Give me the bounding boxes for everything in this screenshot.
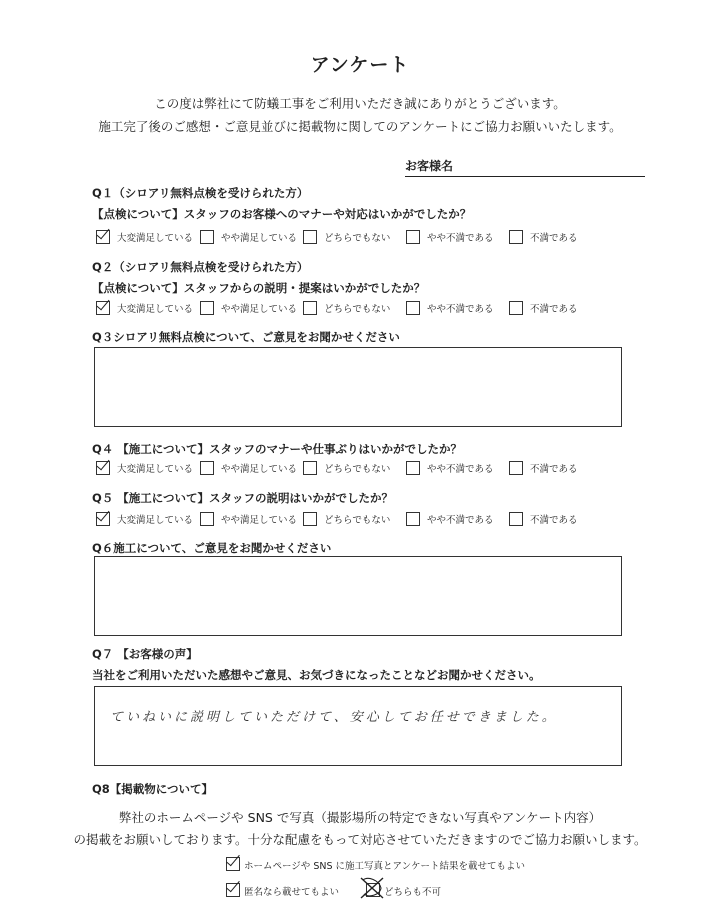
- checkbox[interactable]: [406, 230, 420, 244]
- q5-option-very-satisfied[interactable]: 大変満足している: [96, 512, 193, 526]
- q7-handwritten-answer: ていねいに説明していただけて、安心してお任せできました。: [110, 710, 558, 725]
- q1-option-somewhat-satisfied[interactable]: やや満足している: [200, 230, 297, 244]
- checkbox[interactable]: [303, 301, 317, 315]
- checkbox-checked[interactable]: [96, 230, 110, 244]
- q6-heading: Q６施工について、ご意見をお聞かせください: [92, 541, 332, 555]
- q7-answer-box[interactable]: [94, 686, 622, 766]
- q4-option-neutral[interactable]: どちらでもない: [303, 461, 390, 475]
- q2-heading: Q２（シロアリ無料点検を受けられた方）: [92, 260, 309, 274]
- q5-option-neutral[interactable]: どちらでもない: [303, 512, 390, 526]
- q3-answer-box[interactable]: [94, 347, 622, 427]
- checkbox[interactable]: [200, 461, 214, 475]
- q8-option-2-label: 匿名なら載せてもよい: [244, 887, 340, 898]
- q8-option-1-checkbox-checked[interactable]: [226, 857, 240, 871]
- q2-options: [96, 301, 616, 319]
- checkbox[interactable]: [509, 512, 523, 526]
- checkbox[interactable]: [303, 230, 317, 244]
- q4-heading: Q４ 【施工について】スタッフのマナーや仕事ぶりはいかがでしたか？: [92, 442, 463, 456]
- checkbox[interactable]: [200, 301, 214, 315]
- checkbox[interactable]: [303, 461, 317, 475]
- checkbox[interactable]: [406, 301, 420, 315]
- q8-option-1-label: ホームページや SNS に施工写真とアンケート結果を載せてもよい: [244, 861, 525, 872]
- q5-option-dissatisfied[interactable]: 不満である: [509, 512, 578, 526]
- q1-option-very-satisfied[interactable]: 大変満足している: [96, 230, 193, 244]
- page-title: アンケート: [310, 54, 410, 76]
- intro-line-2: 施工完了後のご感想・ご意見並びに掲載物に関してのアンケートにご協力お願いいたします。: [98, 119, 622, 134]
- q8-option-3-label: どちらも不可: [384, 887, 442, 898]
- checkbox-checked[interactable]: [96, 461, 110, 475]
- checkbox[interactable]: [303, 512, 317, 526]
- q5-heading: Q５ 【施工について】スタッフの説明はいかがでしたか？: [92, 491, 394, 505]
- q7-heading: Q７ 【お客様の声】: [92, 647, 198, 661]
- q8-option-3-checkbox-crossed[interactable]: [366, 883, 380, 897]
- intro-line-1: この度は弊社にて防蟻工事をご利用いただき誠にありがとうございます。: [154, 96, 566, 111]
- q4-option-somewhat-satisfied[interactable]: やや満足している: [200, 461, 297, 475]
- q4-option-dissatisfied[interactable]: 不満である: [509, 461, 578, 475]
- customer-name-label: お客様名: [405, 159, 454, 173]
- checkbox-checked[interactable]: [96, 301, 110, 315]
- q2-option-neutral[interactable]: どちらでもない: [303, 301, 390, 315]
- q1-options: [96, 230, 616, 248]
- q1-option-neutral[interactable]: どちらでもない: [303, 230, 390, 244]
- checkbox[interactable]: [406, 461, 420, 475]
- q4-option-somewhat-dissatisfied[interactable]: やや不満である: [406, 461, 494, 475]
- q8-option-2-checkbox-checked[interactable]: [226, 883, 240, 897]
- q7-question: 当社をご利用いただいた感想やご意見、お気づきになったことなどお聞かせください。: [92, 668, 541, 682]
- q8-line-1: 弊社のホームページや SNS で写真（撮影場所の特定できない写真やアンケート内容）: [118, 810, 602, 825]
- q1-heading: Q１（シロアリ無料点検を受けられた方）: [92, 186, 309, 200]
- q8-line-2: の掲載をお願いしております。十分な配慮をもって対応させていただきますのでご協力お願いします。: [73, 832, 647, 847]
- q6-answer-box[interactable]: [94, 556, 622, 636]
- q1-option-somewhat-dissatisfied[interactable]: やや不満である: [406, 230, 494, 244]
- customer-name-field[interactable]: [405, 176, 645, 177]
- checkbox[interactable]: [200, 512, 214, 526]
- q5-options: [96, 512, 616, 530]
- cross-out-icon: [361, 878, 383, 900]
- q2-option-somewhat-dissatisfied[interactable]: やや不満である: [406, 301, 494, 315]
- q2-option-dissatisfied[interactable]: 不満である: [509, 301, 578, 315]
- q4-option-very-satisfied[interactable]: 大変満足している: [96, 461, 193, 475]
- q2-option-very-satisfied[interactable]: 大変満足している: [96, 301, 193, 315]
- checkbox[interactable]: [509, 461, 523, 475]
- checkbox-checked[interactable]: [96, 512, 110, 526]
- checkbox[interactable]: [200, 230, 214, 244]
- q4-options: [96, 461, 616, 479]
- q2-question: 【点検について】スタッフからの説明・提案はいかがでしたか？: [92, 281, 426, 295]
- q5-option-somewhat-dissatisfied[interactable]: やや不満である: [406, 512, 494, 526]
- checkbox[interactable]: [509, 301, 523, 315]
- q5-option-somewhat-satisfied[interactable]: やや満足している: [200, 512, 297, 526]
- checkbox[interactable]: [509, 230, 523, 244]
- q1-option-dissatisfied[interactable]: 不満である: [509, 230, 578, 244]
- checkbox[interactable]: [406, 512, 420, 526]
- q8-heading: Q8【掲載物について】: [92, 782, 214, 796]
- q3-heading: Q３シロアリ無料点検について、ご意見をお聞かせください: [92, 330, 400, 344]
- q2-option-somewhat-satisfied[interactable]: やや満足している: [200, 301, 297, 315]
- q1-question: 【点検について】スタッフのお客様へのマナーや対応はいかがでしたか？: [92, 207, 472, 221]
